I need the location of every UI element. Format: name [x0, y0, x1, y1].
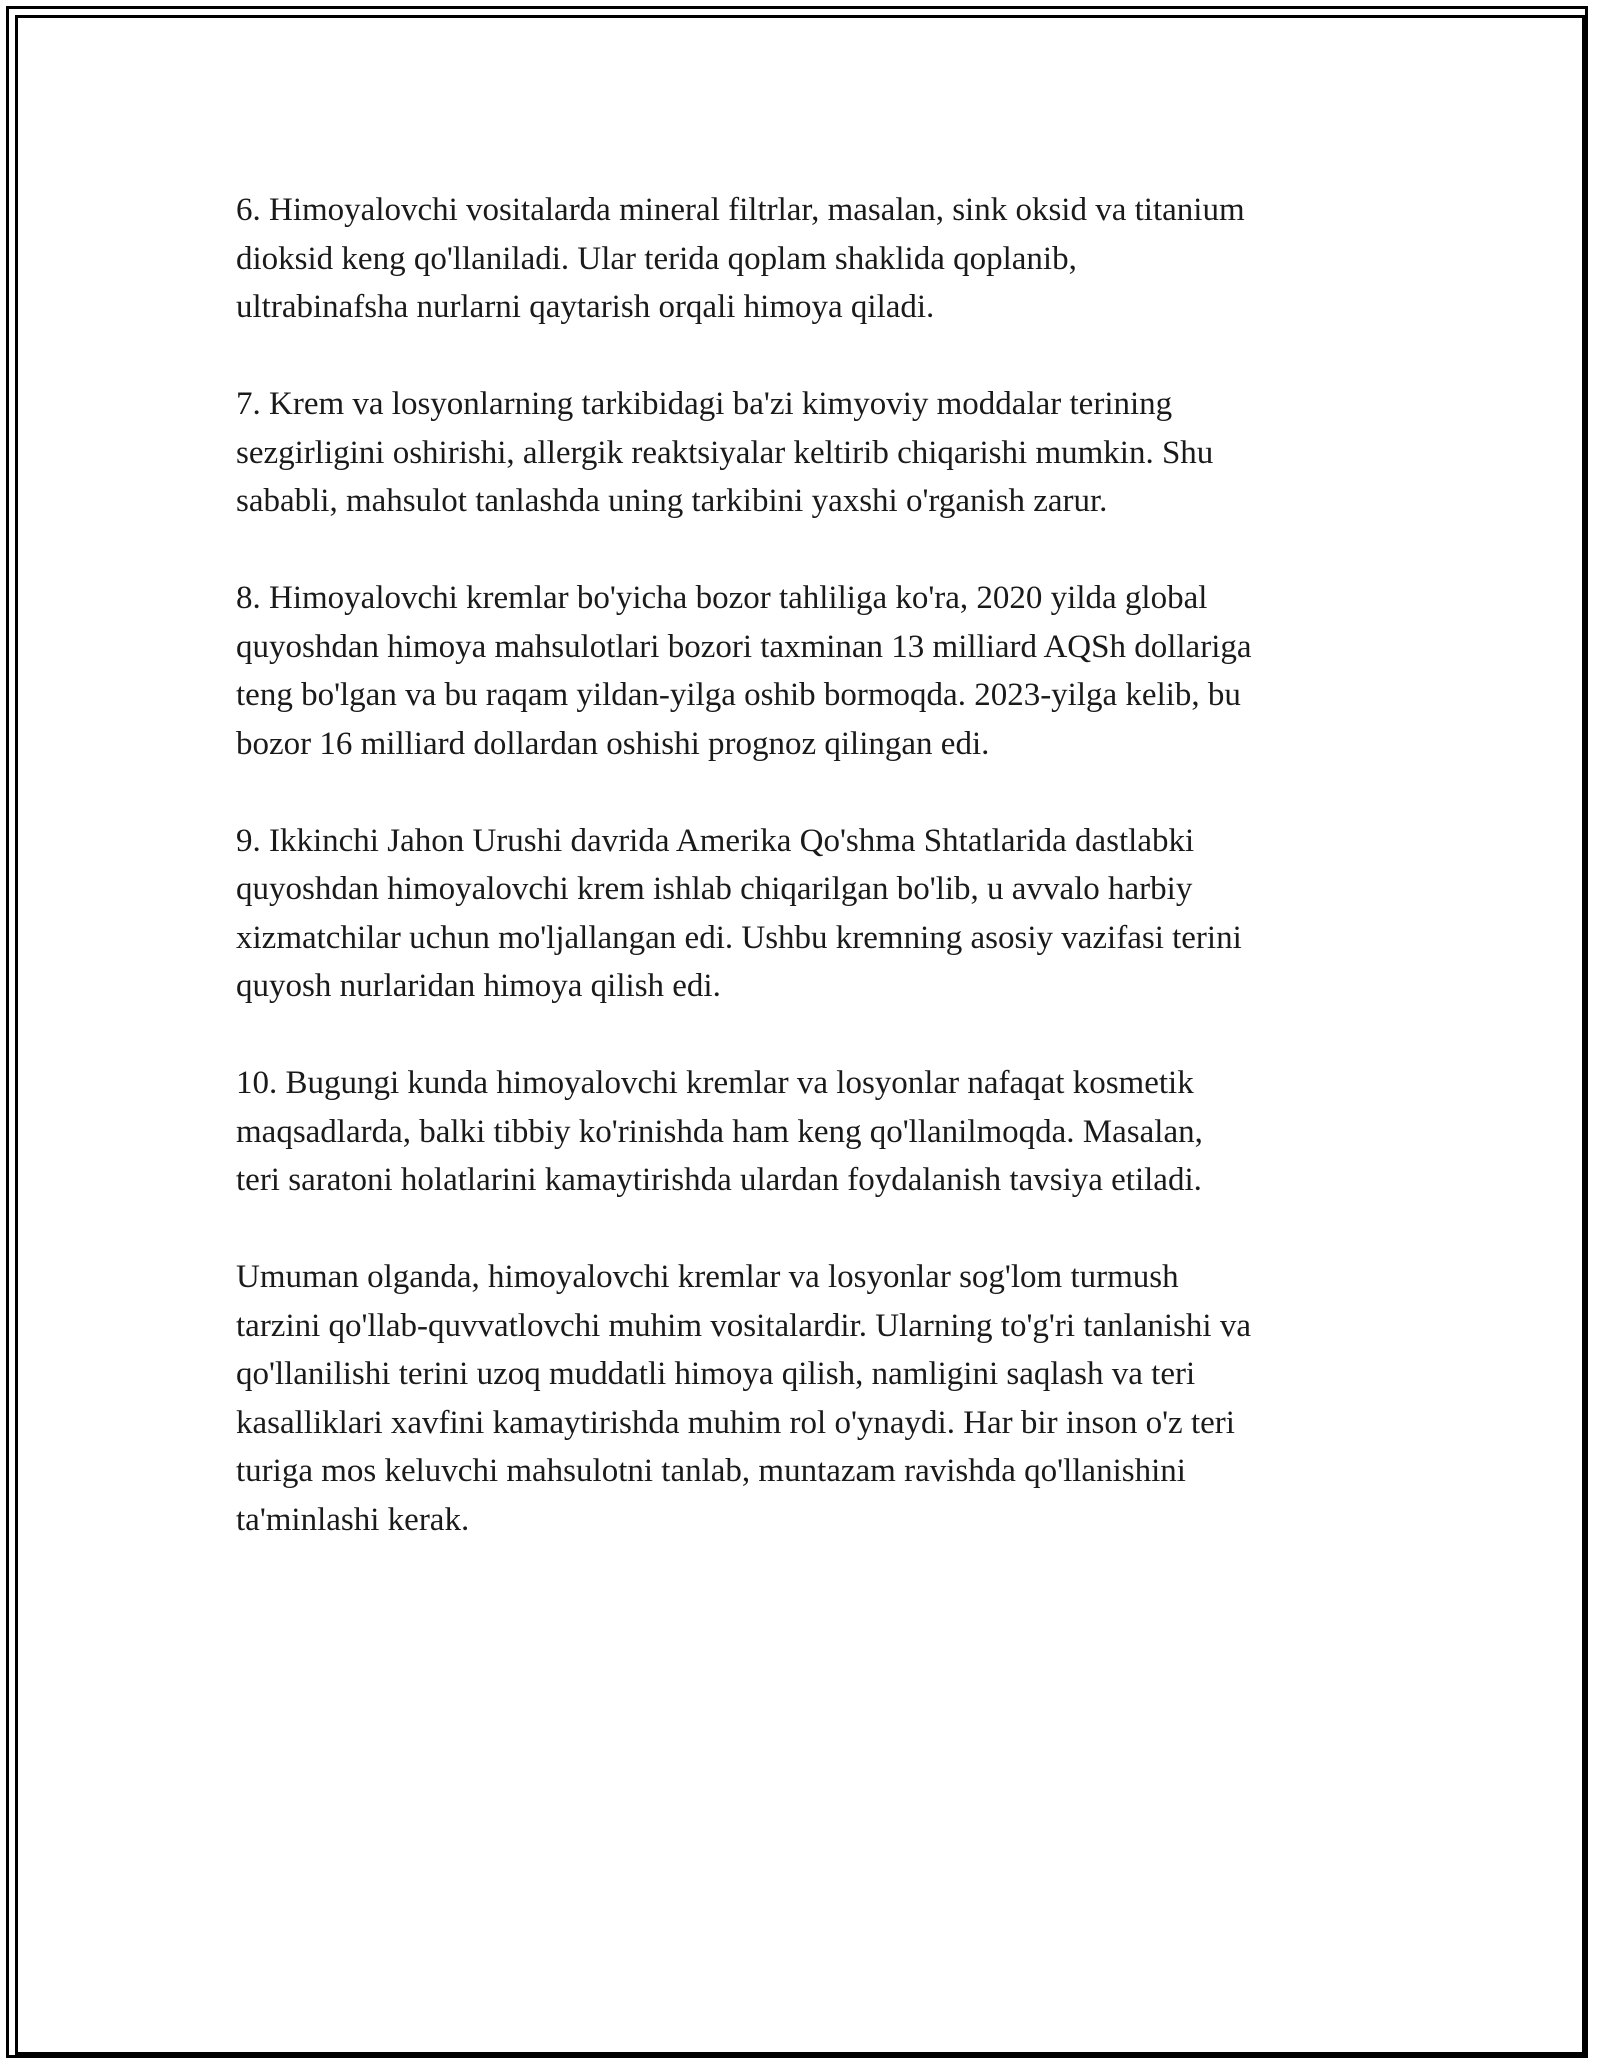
document-body [236, 186, 1386, 1593]
text-line: quyoshdan himoyalovchi krem ishlab chiqarilgan bo'lib, u avvalo harbiy [236, 871, 1193, 907]
text-line: dioksid keng qo'llaniladi. Ular terida qoplam shaklida qoplanib, [236, 240, 1077, 277]
text-line: kasalliklari xavfini kamaytirishda muhim rol o'ynaydi. Har bir inson o'z teri [236, 1404, 1235, 1441]
text-line: ultrabinafsha nurlarni qaytarish orqali himoya qiladi. [236, 289, 935, 325]
text-line: quyoshdan himoya mahsulotlari bozori taxminan 13 milliard AQSh dollariga [236, 628, 1252, 665]
paragraph-item-8 [236, 574, 1386, 768]
text-line: quyosh nurlaridan himoya qilish edi. [236, 968, 721, 1004]
text-line: turiga mos keluvchi mahsulotni tanlab, muntazam ravishda qo'llanishini [236, 1453, 1186, 1489]
text-line: tarzini qo'llab-quvvatlovchi muhim vositalardir. Ularning to'g'ri tanlanishi va [236, 1307, 1251, 1344]
paragraph-item-7 [236, 380, 1386, 526]
text-line: ta'minlashi kerak. [236, 1501, 470, 1538]
text-line: 6. Himoyalovchi vositalarda mineral filtrlar, masalan, sink oksid va titanium [236, 192, 1245, 228]
text-line: xizmatchilar uchun mo'ljallangan edi. Ushbu kremning asosiy vazifasi terini [236, 919, 1242, 956]
text-line: 7. Krem va losyonlarning tarkibidagi ba'zi kimyoviy moddalar terining [236, 386, 1173, 422]
text-line: teng bo'lgan va bu raqam yildan-yilga oshib bormoqda. 2023-yilga kelib, bu [236, 677, 1241, 713]
paragraph-conclusion [236, 1253, 1386, 1544]
text-line: 8. Himoyalovchi kremlar bo'yicha bozor tahliliga ko'ra, 2020 yilda global [236, 580, 1208, 616]
text-line: teri saratoni holatlarini kamaytirishda ulardan foydalanish tavsiya etiladi. [236, 1162, 1202, 1198]
paragraph-item-10 [236, 1059, 1386, 1205]
paragraph-item-9 [236, 817, 1386, 1011]
text-line: bozor 16 milliard dollardan oshishi prognoz qilingan edi. [236, 725, 990, 762]
text-line: 9. Ikkinchi Jahon Urushi davrida Amerika Qo'shma Shtatlarida dastlabki [236, 822, 1195, 859]
paragraph-item-6 [236, 186, 1386, 332]
text-line: sezgirligini oshirishi, allergik reaktsiyalar keltirib chiqarishi mumkin. Shu [236, 434, 1214, 471]
text-line: Umuman olganda, himoyalovchi kremlar va losyonlar sog'lom turmush [236, 1259, 1179, 1295]
text-line: maqsadlarda, balki tibbiy ko'rinishda ham keng qo'llanilmoqda. Masalan, [236, 1113, 1203, 1150]
text-line: 10. Bugungi kunda himoyalovchi kremlar va losyonlar nafaqat kosmetik [236, 1065, 1194, 1101]
text-line: sababli, mahsulot tanlashda uning tarkibini yaxshi o'rganish zarur. [236, 483, 1108, 519]
text-line: qo'llanilishi terini uzoq muddatli himoya qilish, namligini saqlash va teri [236, 1356, 1196, 1392]
